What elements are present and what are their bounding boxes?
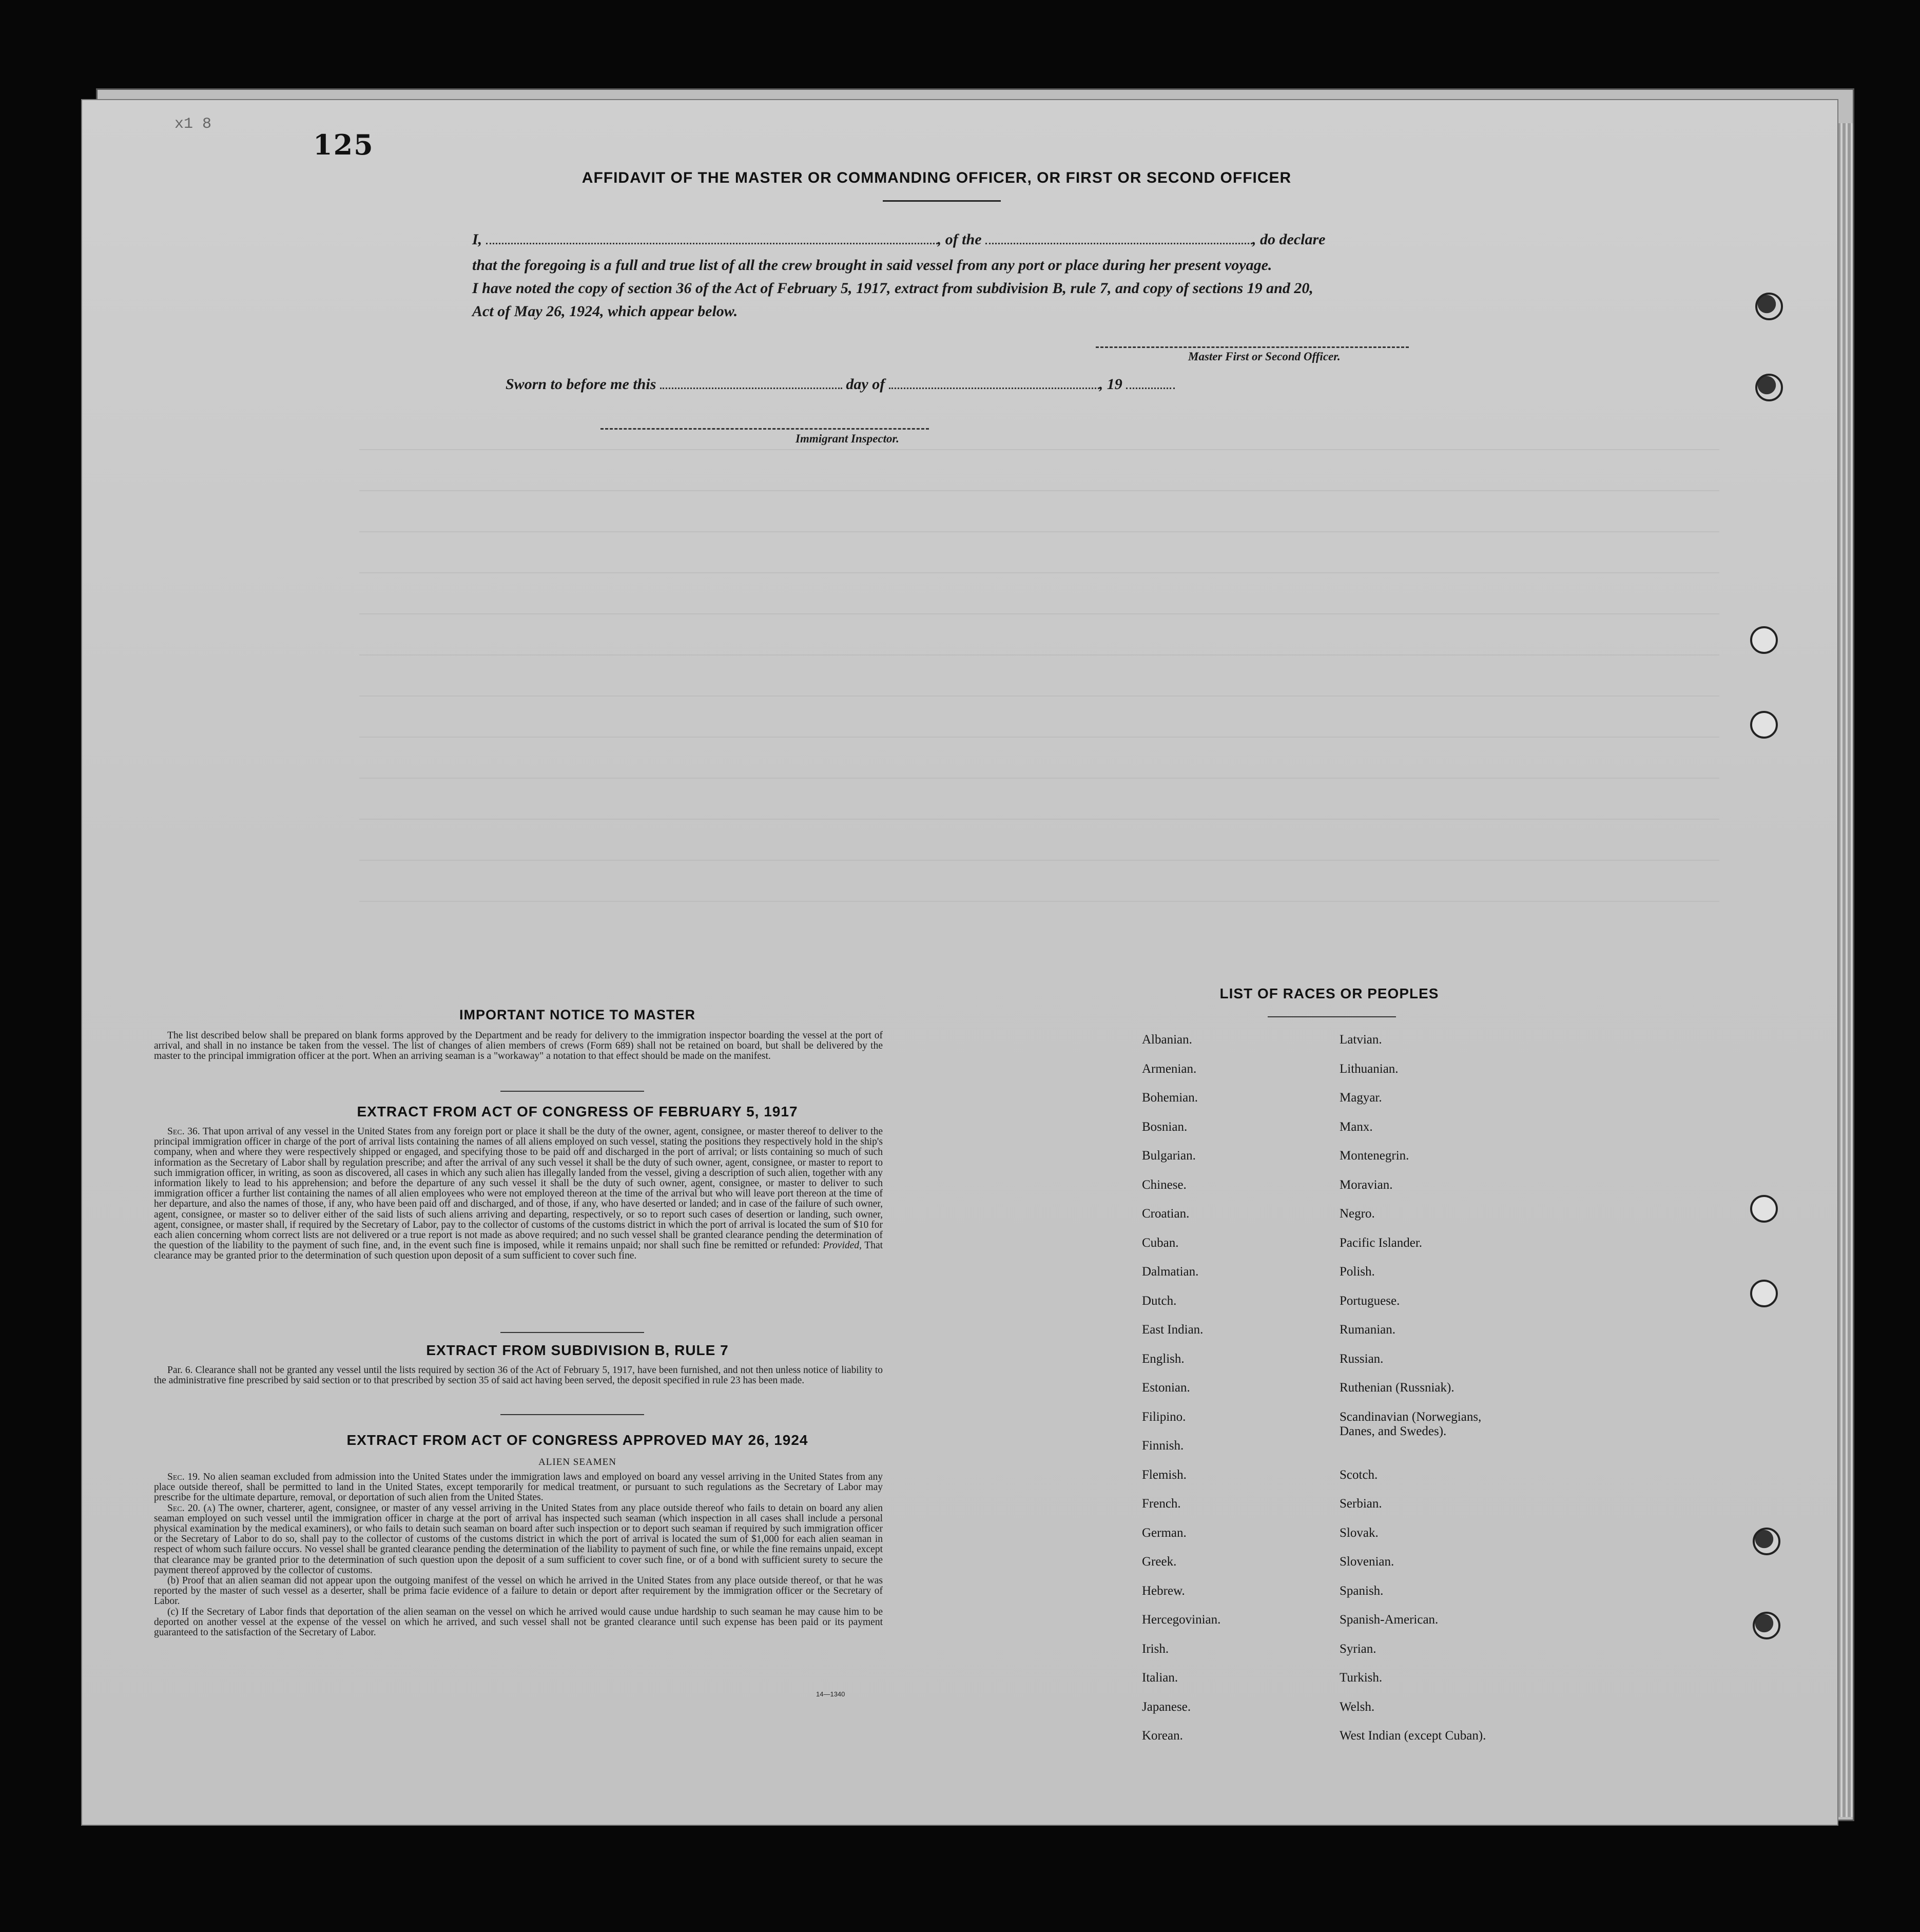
- bleed-through-line: [359, 449, 1719, 450]
- race-item: Dutch.: [1142, 1293, 1177, 1308]
- title-rule: [883, 200, 1001, 202]
- race-item: Hercegovinian.: [1142, 1613, 1221, 1627]
- affidavit-title: AFFIDAVIT OF THE MASTER OR COMMANDING OFFICER, OR FIRST OR SECOND OFFICER: [581, 169, 1292, 186]
- rule-7-paragraph: Par. 6. Clearance shall not be granted any vessel until the lists required by section 36 of the Act of February 5, 1917, have been furnished, and not then unless notice of liability to the administrative fine prescribed by said section or to that prescribed by section 35 of said act having been served, the deposit specified in rule 23 has been made.: [154, 1365, 883, 1386]
- punch-hole: [1755, 374, 1783, 401]
- punch-hole: [1750, 711, 1778, 739]
- race-item: Slovak.: [1340, 1525, 1379, 1540]
- race-item: Scotch.: [1340, 1467, 1378, 1482]
- section-20c-paragraph: (c) If the Secretary of Labor finds that deportation of the alien seaman on the vessel on which he arrived would cause undue hardship to such seaman he may cause him to be deported on another vessel at the expense of the vessel on which he arrived, and such vessel shall not be granted clearance until such expense has been paid or its payment guaranteed to the satisfaction of the Secretary of Labor.: [154, 1606, 883, 1638]
- section-rule: [500, 1414, 644, 1415]
- race-item: East Indian.: [1142, 1323, 1204, 1337]
- handwritten-page-number: 125: [313, 128, 374, 161]
- race-item: Hebrew.: [1142, 1583, 1185, 1598]
- race-item: Latvian.: [1340, 1033, 1382, 1047]
- race-item: Cuban.: [1142, 1235, 1179, 1250]
- notice-text: [154, 1031, 883, 1062]
- inspector-signature-line[interactable]: [600, 428, 929, 430]
- extract-1924-title: EXTRACT FROM ACT OF CONGRESS APPROVED MAY 26, 1924: [346, 1432, 808, 1448]
- master-signature-line[interactable]: [1096, 346, 1409, 348]
- name-blank[interactable]: [486, 243, 938, 244]
- sworn-line: [506, 376, 1175, 393]
- race-item: German.: [1142, 1525, 1187, 1540]
- notice-title: IMPORTANT NOTICE TO MASTER: [459, 1007, 695, 1022]
- section-19-paragraph: [154, 1472, 883, 1503]
- race-item: Spanish-American.: [1340, 1613, 1439, 1627]
- race-item: Flemish.: [1142, 1467, 1187, 1482]
- race-item: Armenian.: [1142, 1061, 1197, 1076]
- declaration-i-label: I,: [472, 231, 482, 248]
- race-item: Filipino.: [1142, 1409, 1186, 1424]
- race-item: French.: [1142, 1497, 1181, 1511]
- extract-rule-7-title: EXTRACT FROM SUBDIVISION B, RULE 7: [426, 1342, 729, 1358]
- inspector-signature-label: Immigrant Inspector.: [796, 432, 899, 445]
- race-item: Rumanian.: [1340, 1323, 1396, 1337]
- race-item: Finnish.: [1142, 1439, 1184, 1453]
- affidavit-line-4: Act of May 26, 1924, which appear below.: [472, 303, 738, 320]
- vessel-blank[interactable]: [985, 243, 1252, 244]
- bleed-through-line: [359, 737, 1719, 738]
- race-item: Portuguese.: [1340, 1293, 1400, 1308]
- race-item: Slovenian.: [1340, 1555, 1394, 1569]
- bleed-through-line: [359, 695, 1719, 697]
- punch-hole: [1750, 1195, 1778, 1223]
- proviso-body: That clearance may be granted prior to the determination of such question upon deposit of a sum sufficient to cover such fine.: [154, 1240, 883, 1262]
- sworn-year-blank[interactable]: [1126, 388, 1175, 389]
- race-item: Syrian.: [1340, 1641, 1376, 1656]
- race-item: Dalmatian.: [1142, 1265, 1199, 1279]
- race-item: Estonian.: [1142, 1381, 1190, 1395]
- bleed-through-line: [359, 819, 1719, 820]
- punch-hole: [1750, 626, 1778, 654]
- affidavit-line-2: that the foregoing is a full and true list of all the crew brought in said vessel from any port or place during her present voyage.: [472, 257, 1272, 274]
- bleed-through-line: [359, 901, 1719, 902]
- race-item: Albanian.: [1142, 1033, 1192, 1047]
- race-item: Moravian.: [1340, 1177, 1393, 1192]
- alien-seamen-subtitle: ALIEN SEAMEN: [538, 1457, 616, 1467]
- race-item: Japanese.: [1142, 1699, 1191, 1714]
- sworn-day-blank[interactable]: [660, 388, 842, 389]
- punch-hole: [1755, 293, 1783, 320]
- section-20b-paragraph: (b) Proof that an alien seaman did not appear upon the outgoing manifest of the vessel on which he arrived in the United States from any place outside thereof, or that he was reported by the master of such vessel as a deserter, shall be prima facie evidence of a failure to detain or deport after requirement by the immigration officer or the Secretary of Labor.: [154, 1575, 883, 1607]
- race-item: Pacific Islander.: [1340, 1235, 1423, 1250]
- extract-1917-text: [154, 1127, 883, 1262]
- sworn-month-blank[interactable]: [889, 388, 1099, 389]
- declaration-do-declare-label: , do declare: [1252, 231, 1326, 248]
- race-item: Korean.: [1142, 1729, 1183, 1743]
- section-20-label: Sec. 20. (a): [167, 1502, 216, 1514]
- section-20a-paragraph: [154, 1503, 883, 1576]
- race-item: Greek.: [1142, 1555, 1177, 1569]
- extract-1924-text: [154, 1472, 883, 1638]
- race-item: Montenegrin.: [1340, 1149, 1409, 1163]
- race-item: Manx.: [1340, 1119, 1373, 1134]
- punch-hole: [1753, 1528, 1780, 1555]
- races-title-rule: [1268, 1016, 1396, 1017]
- affidavit-declaration-line: [472, 231, 1325, 248]
- sworn-year-label: , 19: [1099, 376, 1122, 393]
- top-corner-mark: x1 8: [174, 115, 212, 133]
- races-list-title: LIST OF RACES OR PEOPLES: [1219, 986, 1439, 1001]
- race-item: Chinese.: [1142, 1177, 1187, 1192]
- bleed-through-line: [359, 572, 1719, 573]
- punch-hole: [1750, 1280, 1778, 1307]
- master-signature-label: Master First or Second Officer.: [1188, 350, 1341, 363]
- bleed-through-line: [359, 613, 1719, 614]
- race-item: Italian.: [1142, 1671, 1178, 1685]
- sworn-day-label: day of: [846, 376, 885, 393]
- section-20a-body: The owner, charterer, agent, consignee, or master of any vessel arriving in the United States from any place outside thereof who fails to detain on board any alien seaman employed on such vessel until the immigration officer in charge at the port of arrival has inspected such seaman (which inspection in all cases shall include a personal physical examination by the medical examiners), or who fails to detain such seaman on board after such inspection or to deport such seaman if required by such immigration officer or the Secretary of Labor to do so, shall pay to the collector of customs of the customs district in which the port of arrival is located the sum of $1,000 for each alien seaman in respect of whom such failure occurs. No vessel shall be granted clearance pending the determination of the liability to payment of such fine, or while the fine remains unpaid, except that clearance may be granted prior to the determination of such question upon the deposit of a sum sufficient to cover such fine, or of a bond with sufficient surety to secure the payment thereof approved by the collector of customs.: [154, 1502, 883, 1576]
- race-item: Ruthenian (Russniak).: [1340, 1381, 1454, 1395]
- section-36-label: Sec. 36.: [167, 1126, 200, 1137]
- race-item: English.: [1142, 1351, 1185, 1366]
- race-item: Spanish.: [1340, 1583, 1384, 1598]
- race-item: Scandinavian (Norwegians, Danes, and Swedes).: [1340, 1409, 1482, 1438]
- bleed-through-line: [359, 778, 1719, 779]
- race-item: Lithuanian.: [1340, 1061, 1399, 1076]
- section-36-paragraph: [154, 1127, 883, 1262]
- race-item: Magyar.: [1340, 1091, 1382, 1105]
- race-item: Croatian.: [1142, 1207, 1190, 1221]
- extract-rule-7-text: [154, 1365, 883, 1386]
- affidavit-line-3: I have noted the copy of section 36 of the Act of February 5, 1917, extract from subdivision B, rule 7, and copy of sections 19 and 20,: [472, 280, 1313, 297]
- race-item: Russian.: [1340, 1351, 1384, 1366]
- extract-1917-title: EXTRACT FROM ACT OF CONGRESS OF FEBRUARY 5, 1917: [357, 1104, 798, 1119]
- race-item: Turkish.: [1340, 1671, 1383, 1685]
- race-item: Bohemian.: [1142, 1091, 1198, 1105]
- race-item: Polish.: [1340, 1265, 1375, 1279]
- section-rule: [500, 1091, 644, 1092]
- form-number: 14—1340: [816, 1690, 845, 1698]
- race-item: Serbian.: [1340, 1497, 1382, 1511]
- punch-hole: [1753, 1612, 1780, 1639]
- section-rule: [500, 1332, 644, 1333]
- declaration-of-the-label: , of the: [937, 231, 982, 248]
- section-19-body: No alien seaman excluded from admission into the United States under the immigration laws and employed on board any vessel arriving in the United States from any place outside thereof, shall be permitted to land in the United States, except temporarily for medical treatment, or pursuant to such regulations as the Secretary of Labor may prescribe for the ultimate departure, removal, or deportation of such alien from the United States.: [154, 1472, 883, 1503]
- bleed-through-line: [359, 654, 1719, 655]
- sworn-prefix: Sworn to before me this: [506, 376, 656, 393]
- bleed-through-line: [359, 860, 1719, 861]
- proviso-label: Provided,: [823, 1240, 862, 1251]
- race-item: Bosnian.: [1142, 1119, 1188, 1134]
- bleed-through-line: [359, 531, 1719, 532]
- race-item: Bulgarian.: [1142, 1149, 1196, 1163]
- race-item: West Indian (except Cuban).: [1340, 1729, 1486, 1743]
- race-item: Welsh.: [1340, 1699, 1375, 1714]
- race-item: Negro.: [1340, 1207, 1375, 1221]
- section-36-body: That upon arrival of any vessel in the United States from any foreign port or place it shall be the duty of the owner, agent, consignee, or master thereof to deliver to the principal immigration officer in charge of the port of arrival lists containing the names of all aliens employed on such vessel, stating the positions they respectively hold in the ship's company, when and where they were respectively shipped or engaged, and specifying those to be paid off and discharged in the port of arrival; or lists containing so much of such information as the Secretary of Labor shall by regulation prescribe; and after the arrival of any such vessel it shall be the duty of such owner, agent, consignee, or master to report to such immigration officer, in writing, as soon as discovered, all cases in which any such alien has illegally landed from the vessel, giving a description of such alien, together with any information likely to lead to his apprehension; and before the departure of any such vessel it shall be the duty of such owner, agent, consignee, or master to deliver to such immigration officer a further list containing the names of all alien employees who were not employed thereon at the time of the arrival but who will leave port thereon at the time of her departure, and also the names of those, if any, who have been paid off and discharged, and of those, if any, who have deserted or landed; and in case of the failure of such owner, agent, consignee, or master so to deliver either of the said lists of such aliens arriving and departing, respectively, or so to report such cases of desertion or landing, such owner, agent, consignee, or master shall, if required by the Secretary of Labor, pay to the collector of customs of the customs district in which the port of arrival is located the sum of $10 for each alien concerning whom correct lists are not delivered or a true report is not made as above required; and no such vessel shall be granted clearance pending the determination of the question of the liability to the payment of such fine, and, in the event such fine is imposed, while it remains unpaid; nor shall such fine be remitted or refunded:: [154, 1126, 883, 1251]
- bleed-through-line: [359, 490, 1719, 491]
- section-19-label: Sec. 19.: [167, 1472, 200, 1482]
- race-item: Irish.: [1142, 1641, 1169, 1656]
- notice-paragraph: The list described below shall be prepared on blank forms approved by the Department and be ready for delivery to the immigration inspector boarding the vessel at the port of arrival, and shall in no instance be taken from the vessel. The list of changes of alien members of crews (Form 689) shall not be retained on board, but shall be delivered by the master to the principal immigration officer at the port. When an arriving seaman is a "workaway" a notation to that effect should be made on the manifest.: [154, 1030, 883, 1062]
